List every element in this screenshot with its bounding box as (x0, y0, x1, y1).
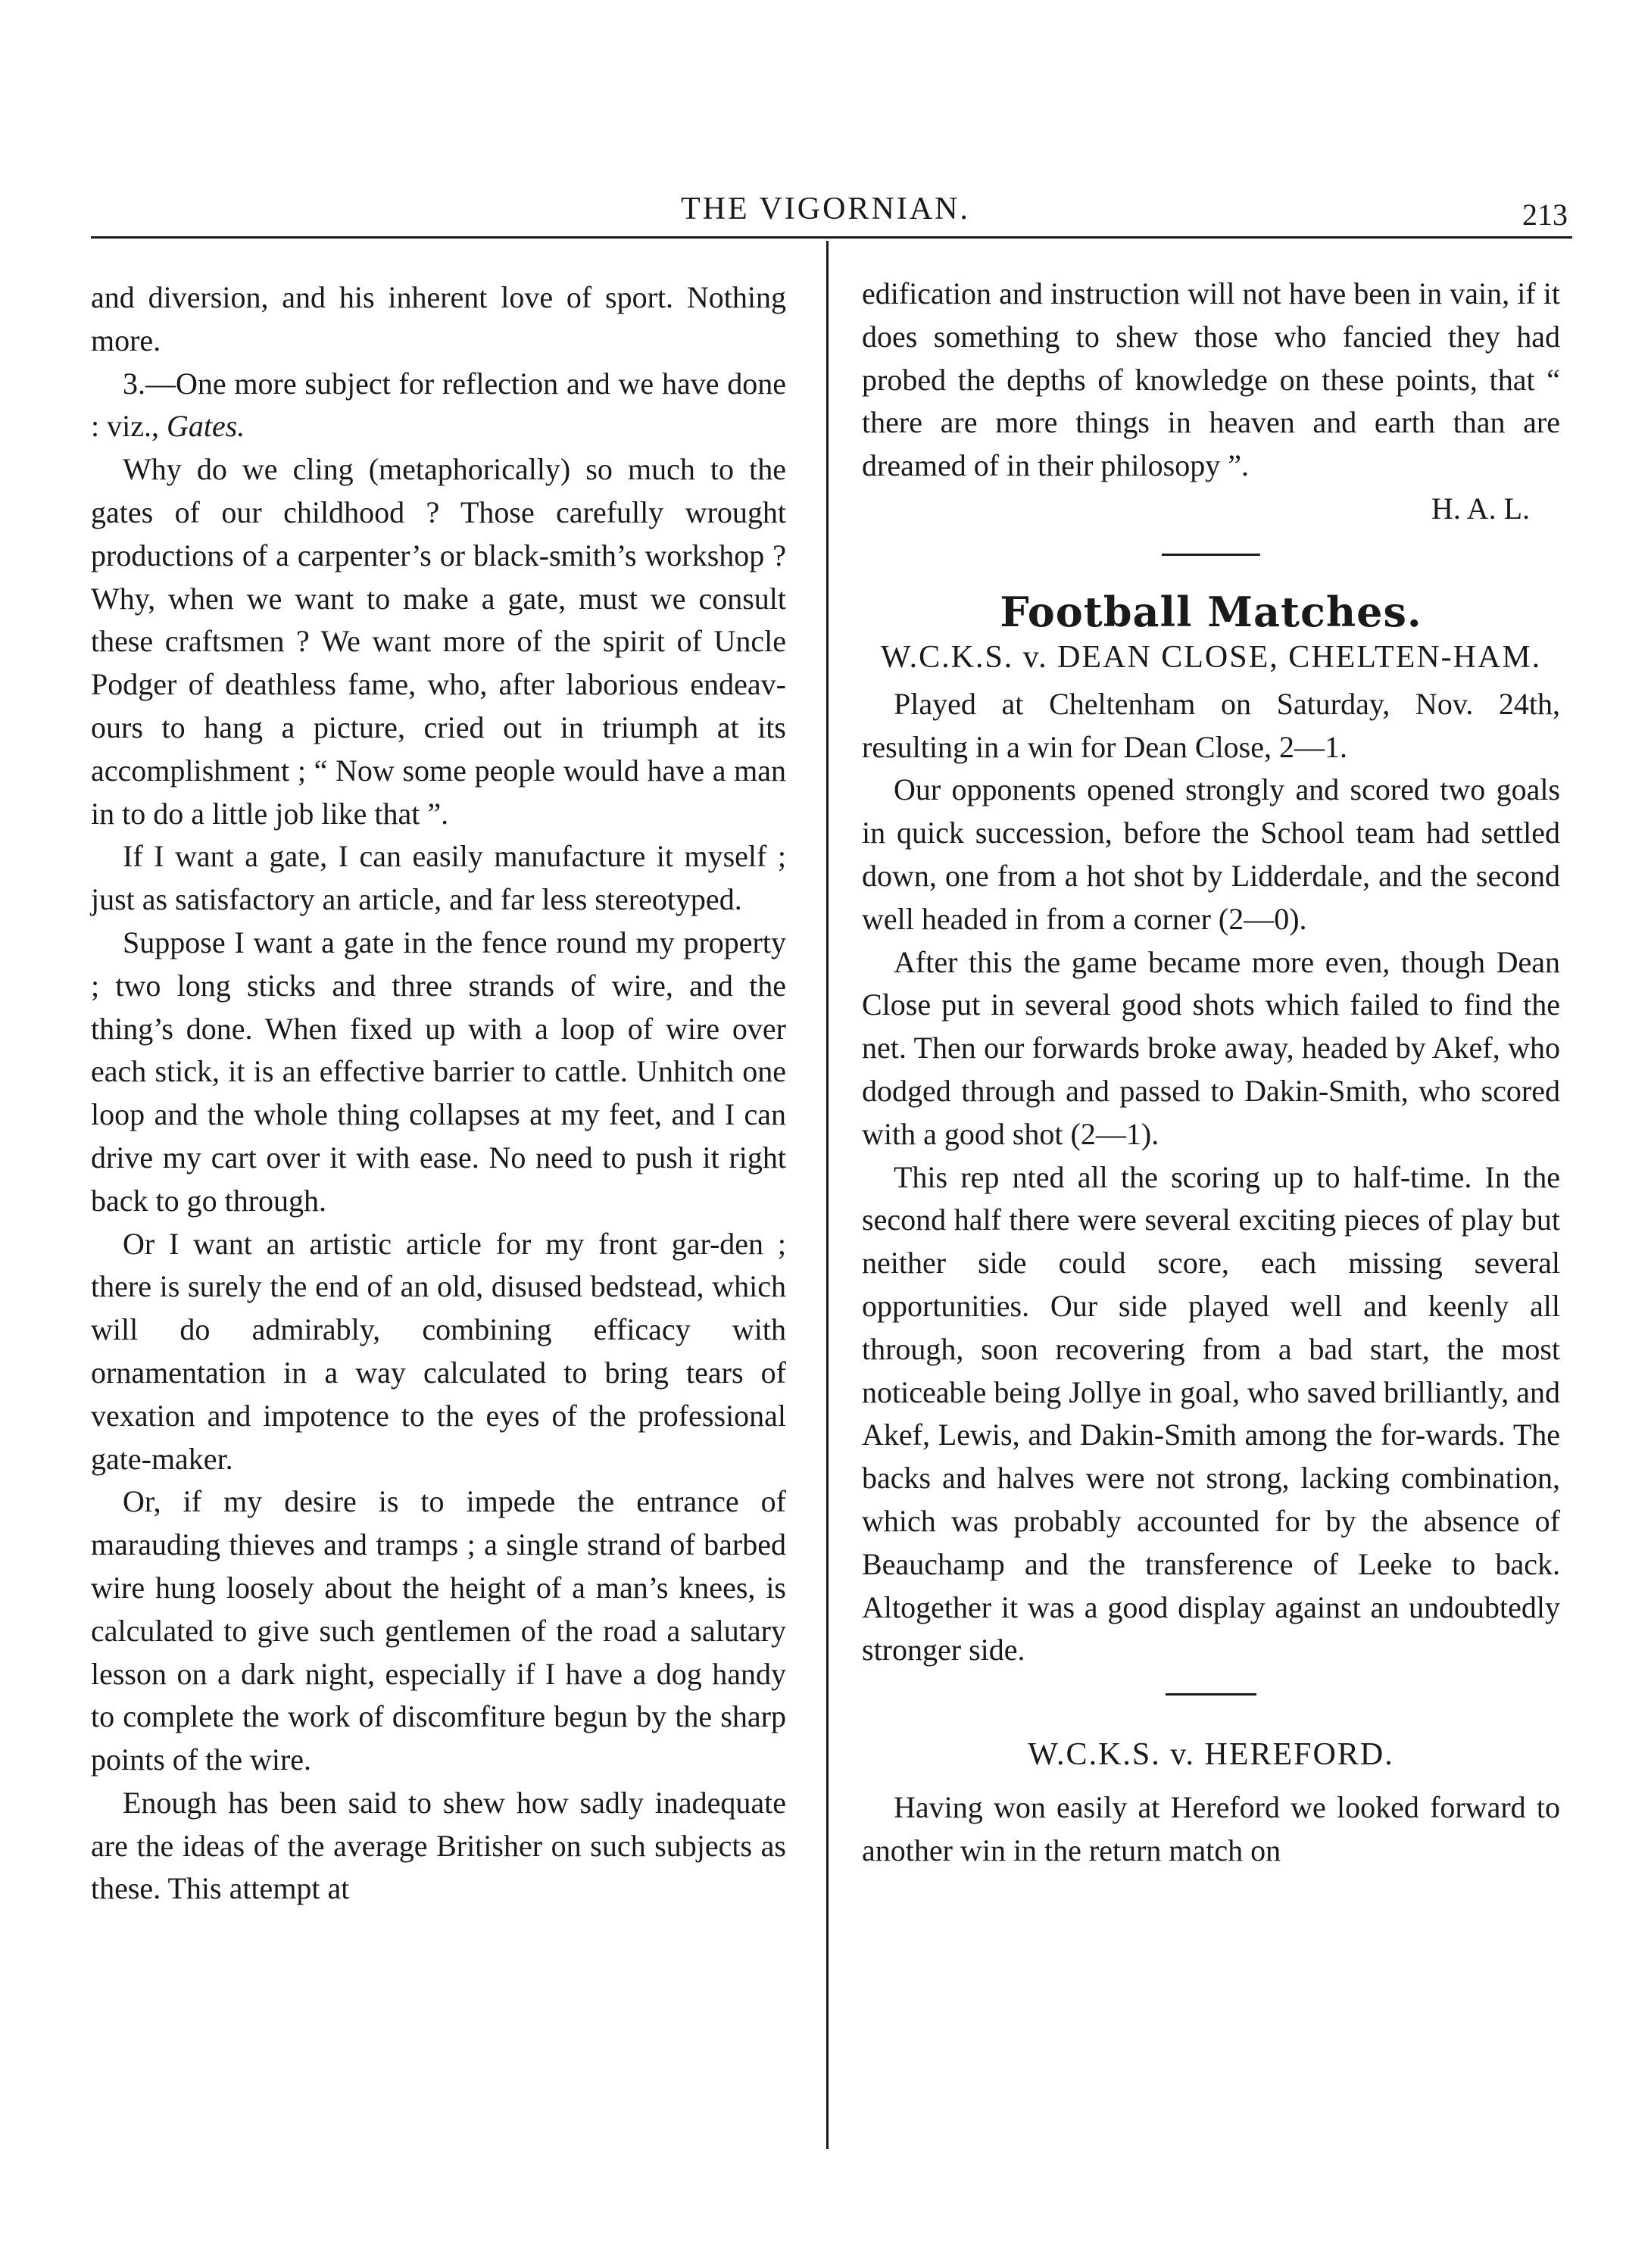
match-heading: W.C.K.S. v. HEREFORD. (1028, 1737, 1394, 1773)
right-column (862, 273, 1560, 1873)
header-rule (91, 236, 1572, 239)
paragraph (91, 363, 786, 449)
paragraph: After this the game became more even, though Dean Close put in several good shots which failed to find the net. Then our forwards broke away, headed by Akef, who dodged through and passed to Dakin-Smith, who scored with a good shot (2—1). (862, 944, 1560, 1151)
paragraph: Having won easily at Hereford we looked forward to another win in the return match on (862, 1790, 1560, 1867)
section-heading: Football Matches. (1000, 587, 1422, 636)
section-divider (1162, 554, 1260, 556)
paragraph: Or I want an artistic article for my front gar-den ; there is surely the end of an old, disused bedstead, which will do admirably, combining efficacy with ornamentation in a way calculated to bring tears of vexation and impotence to the eyes of the professional gate-maker. (91, 1226, 786, 1476)
paragraph: Enough has been said to shew how sadly inadequate are the ideas of the average Britisher on such subjects as these. This attempt at (91, 1785, 786, 1906)
paragraph: Our opponents opened strongly and scored two goals in quick succession, before the School team had settled down, one from a hot shot by Lidderdale, and the second well headed in from a corner (2—0). (862, 772, 1560, 936)
paragraph: and diversion, and his inherent love of sport. Nothing more. (91, 280, 786, 357)
column-divider (826, 241, 829, 2149)
italic-term: Gates. (166, 409, 245, 444)
match-heading: W.C.K.S. v. DEAN CLOSE, CHELTEN-HAM. (880, 639, 1542, 675)
paragraph: edification and instruction will not have been in vain, if it does something to shew those who fancied they had probed the depths of knowledge on these points, that “ there are more things in heaven and earth than are dreamed of in their philosopy ”. (862, 276, 1560, 483)
section-divider (1166, 1693, 1256, 1696)
paragraph: Why do we cling (metaphorically) so much to the gates of our childhood ? Those carefully wrought productions of a carpenter’s or black-smith’s workshop ? Why, when we want to make a gate, must we consult these craftsmen ? We want more of the spirit of Uncle Podger of deathless fame, who, after laborious endeav-ours to hang a picture, cried out in triumph at its accomplishment ; “ Now some people would have a man in to do a little job like that ”. (91, 452, 786, 831)
paragraph-text: 3.—One more subject for reflection and we have done : viz., (91, 366, 786, 444)
running-title: THE VIGORNIAN. (681, 192, 970, 226)
author-signature: H. A. L. (1431, 491, 1530, 526)
paragraph: If I want a gate, I can easily manufacture it myself ; just as satisfactory an article, and far less stereotyped. (91, 839, 786, 917)
paragraph: Suppose I want a gate in the fence round my property ; two long sticks and three strands of wire, and the thing’s done. When fixed up with a loop of wire over each stick, it is an effective barrier to cattle. Unhitch one loop and the whole thing collapses at my feet, and I can drive my cart over it with ease. No need to push it right back to go through. (91, 925, 786, 1218)
page-number: 213 (1522, 198, 1568, 232)
left-column (91, 276, 786, 1911)
paragraph: This rep nted all the scoring up to half-time. In the second half there were several exciting pieces of play but neither side could score, each missing several opportunities. Our side played well and keenly all through, soon recovering from a bad start, the most noticeable being Jollye in goal, who saved brilliantly, and Akef, Lewis, and Dakin-Smith among the for-wards. The backs and halves were not strong, lacking combination, which was probably accounted for by the absence of Beauchamp and the transference of Leeke to back. Altogether it was a good display against an undoubtedly stronger side. (862, 1159, 1560, 1667)
paragraph: Or, if my desire is to impede the entrance of marauding thieves and tramps ; a single strand of barbed wire hung loosely about the height of a man’s knees, is calculated to give such gentlemen of the road a salutary lesson on a dark night, especially if I have a dog handy to complete the work of discomfiture begun by the sharp points of the wire. (91, 1484, 786, 1777)
paragraph: Played at Cheltenham on Saturday, Nov. 24th, resulting in a win for Dean Close, 2—1. (862, 686, 1560, 764)
